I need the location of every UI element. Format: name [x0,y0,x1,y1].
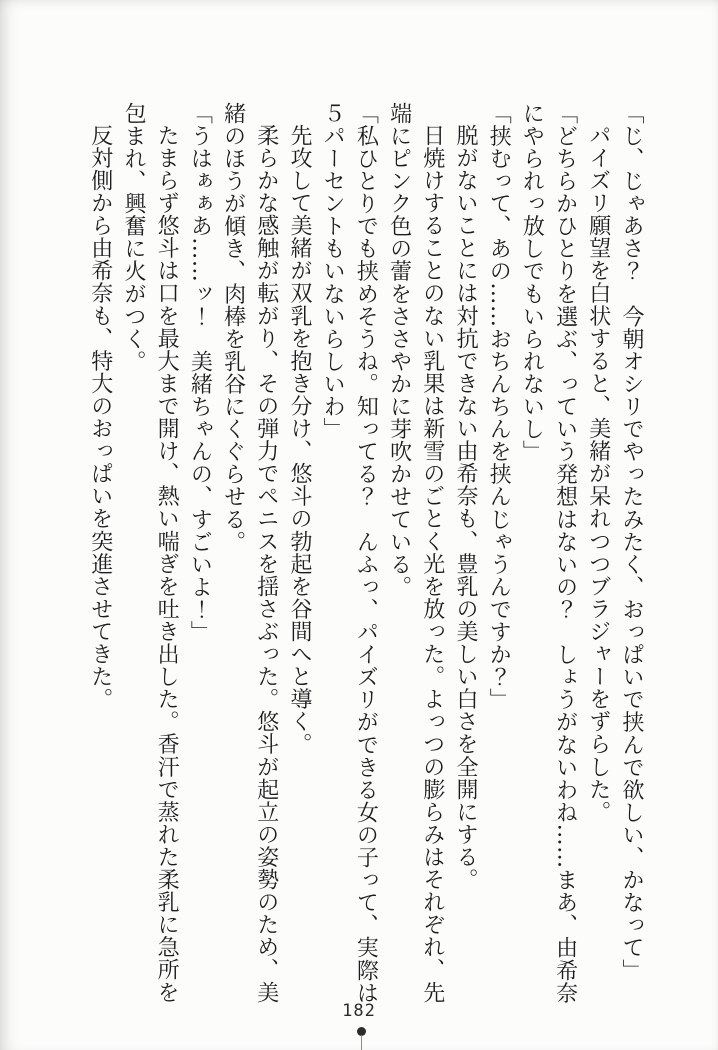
text-column: 脱がないことには対抗できない由希奈も、豊乳の美しい白さを全開にする。 [452,124,478,891]
pin-line-icon [361,1035,363,1050]
page-number: 182 [342,1001,376,1021]
text-column: にやられっ放しでもいられないし」 [519,102,545,463]
text-column: 「私ひとりでも挟めそうね。知ってる？ んふっ、パイズリができる女の子って、実際は [353,102,379,1004]
text-column: パイズリ願望を白状すると、美緒が呆れつつブラジャーをずらした。 [585,124,611,824]
vertical-text-block [83,102,648,1017]
text-column: 「どちらかひとりを選ぶ、っていう発想はないの？ しょうがないわね……まあ、由希奈 [552,102,578,1004]
text-column: 「じ、じゃあさ？ 今朝オシリでやったみたく、おっぱいで挟んで欲しい、かなって」 [619,102,644,982]
text-column: 緒のほうが傾き、肉棒を乳谷にくぐらせる。 [220,102,246,553]
text-column: たまらず悠斗は口を最大まで開け、熱い喘ぎを吐き出した。香汗で蒸れた柔乳に急所を [154,124,180,1004]
text-column: 「うはぁぁあ……ッ！ 美緒ちゃんの、すごいよ！」 [187,102,213,644]
text-column: 「挟むって、あの……おちんちんを挟んじゃうんですか？」 [486,102,512,711]
text-column: 柔らかな感触が転がり、その弾力でペニスを揺さぶった。悠斗が起立の姿勢のため、美 [253,124,279,1004]
text-column: 端にピンク色の蕾をささやかに芽吹かせている。 [386,102,412,599]
text-column: 反対側から由希奈も、特大のおっぱいを突進させてきた。 [87,124,113,711]
text-column: 日焼けすることのない乳果は新雪のごとく光を放った。よっつの膨らみはそれぞれ、先 [419,124,445,1004]
text-column: 先攻して美緒が双乳を抱き分け、悠斗の勃起を谷間へと導く。 [286,124,312,756]
text-column: ５パーセントもいないらしいわ」 [320,102,346,441]
text-column: 包まれ、興奮に火がつく。 [120,102,146,373]
binding-pin-icon [355,1027,367,1050]
